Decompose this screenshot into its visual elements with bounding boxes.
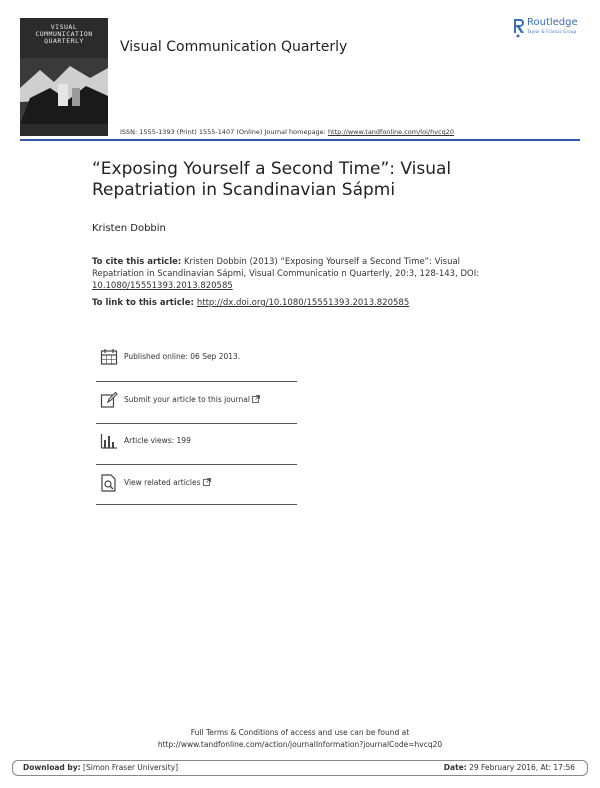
citation-block xyxy=(92,256,512,292)
download-info-bar xyxy=(12,760,588,776)
downloaded-by xyxy=(23,763,178,772)
related-articles-link[interactable] xyxy=(124,478,211,487)
info-divider xyxy=(96,423,297,424)
submit-article-label: Submit your article to this journal xyxy=(124,395,250,404)
cover-title-line2: QUARTERLY xyxy=(44,37,84,45)
article-views-row xyxy=(96,426,296,466)
published-online-row xyxy=(96,342,296,382)
edit-pencil-icon xyxy=(100,391,118,409)
article-author: Kristen Dobbin xyxy=(92,223,166,234)
info-divider xyxy=(96,504,297,505)
external-link-icon xyxy=(203,478,211,486)
download-date xyxy=(444,763,575,772)
publisher-name: Routledge xyxy=(527,17,578,28)
cover-title-line1: VISUAL COMMUNICATION xyxy=(35,23,93,38)
journal-cover-image xyxy=(20,18,108,136)
article-title: “Exposing Yourself a Second Time”: Visual Repatriation in Scandinavian Sápmi xyxy=(92,159,452,200)
cite-label: To cite this article: xyxy=(92,257,182,267)
link-to-article-line xyxy=(92,298,409,308)
downloaded-by-label: Download by: xyxy=(23,763,81,772)
published-online-text: Published online: 06 Sep 2013. xyxy=(124,352,241,361)
cover-title xyxy=(24,24,104,45)
related-articles-label: View related articles xyxy=(124,478,201,487)
bar-chart-icon xyxy=(100,432,118,450)
link-label: To link to this article: xyxy=(92,298,197,308)
article-doi-link[interactable]: http://dx.doi.org/10.1080/15551393.2013.820585 xyxy=(196,298,410,308)
terms-notice xyxy=(0,727,600,751)
cite-text: Kristen Dobbin (2013) “Exposing Yourself a Second Time”: Visual Repatriation in Scandinavian Sápmi, Visual Communicatio n Quarterly, 20:3, 128-143, DOI: xyxy=(92,257,480,279)
submit-article-link[interactable] xyxy=(124,395,260,404)
terms-url[interactable]: http://www.tandfonline.com/action/journalInformation?journalCode=hvcq20 xyxy=(157,740,443,749)
journal-homepage-link[interactable]: http://www.tandfonline.com/loi/hvcq20 xyxy=(327,128,455,136)
publisher-tagline: Taylor & Francis Group xyxy=(527,29,577,34)
info-divider xyxy=(96,464,297,465)
article-views-text: Article views: 199 xyxy=(124,436,191,445)
issn-text: ISSN: 1555-1393 (Print) 1555-1407 (Online) Journal homepage: xyxy=(120,128,328,136)
downloaded-by-value: [Simon Fraser University] xyxy=(80,763,179,772)
related-articles-row[interactable] xyxy=(96,468,296,508)
info-divider xyxy=(96,381,297,382)
document-search-icon xyxy=(100,474,118,492)
download-date-label: Date: xyxy=(443,763,467,772)
download-date-value: 29 February 2016, At: 17:56 xyxy=(466,763,575,772)
header-divider xyxy=(20,139,580,141)
cite-doi-link[interactable]: 10.1080/15551393.2013.820585 xyxy=(92,281,233,291)
external-link-icon xyxy=(252,395,260,403)
calendar-icon xyxy=(100,348,118,366)
cover-photo-illustration xyxy=(20,58,108,124)
terms-line: Full Terms & Conditions of access and use can be found at xyxy=(190,728,410,737)
issn-line xyxy=(120,128,454,136)
journal-title: Visual Communication Quarterly xyxy=(120,39,348,55)
submit-article-row[interactable] xyxy=(96,385,296,425)
